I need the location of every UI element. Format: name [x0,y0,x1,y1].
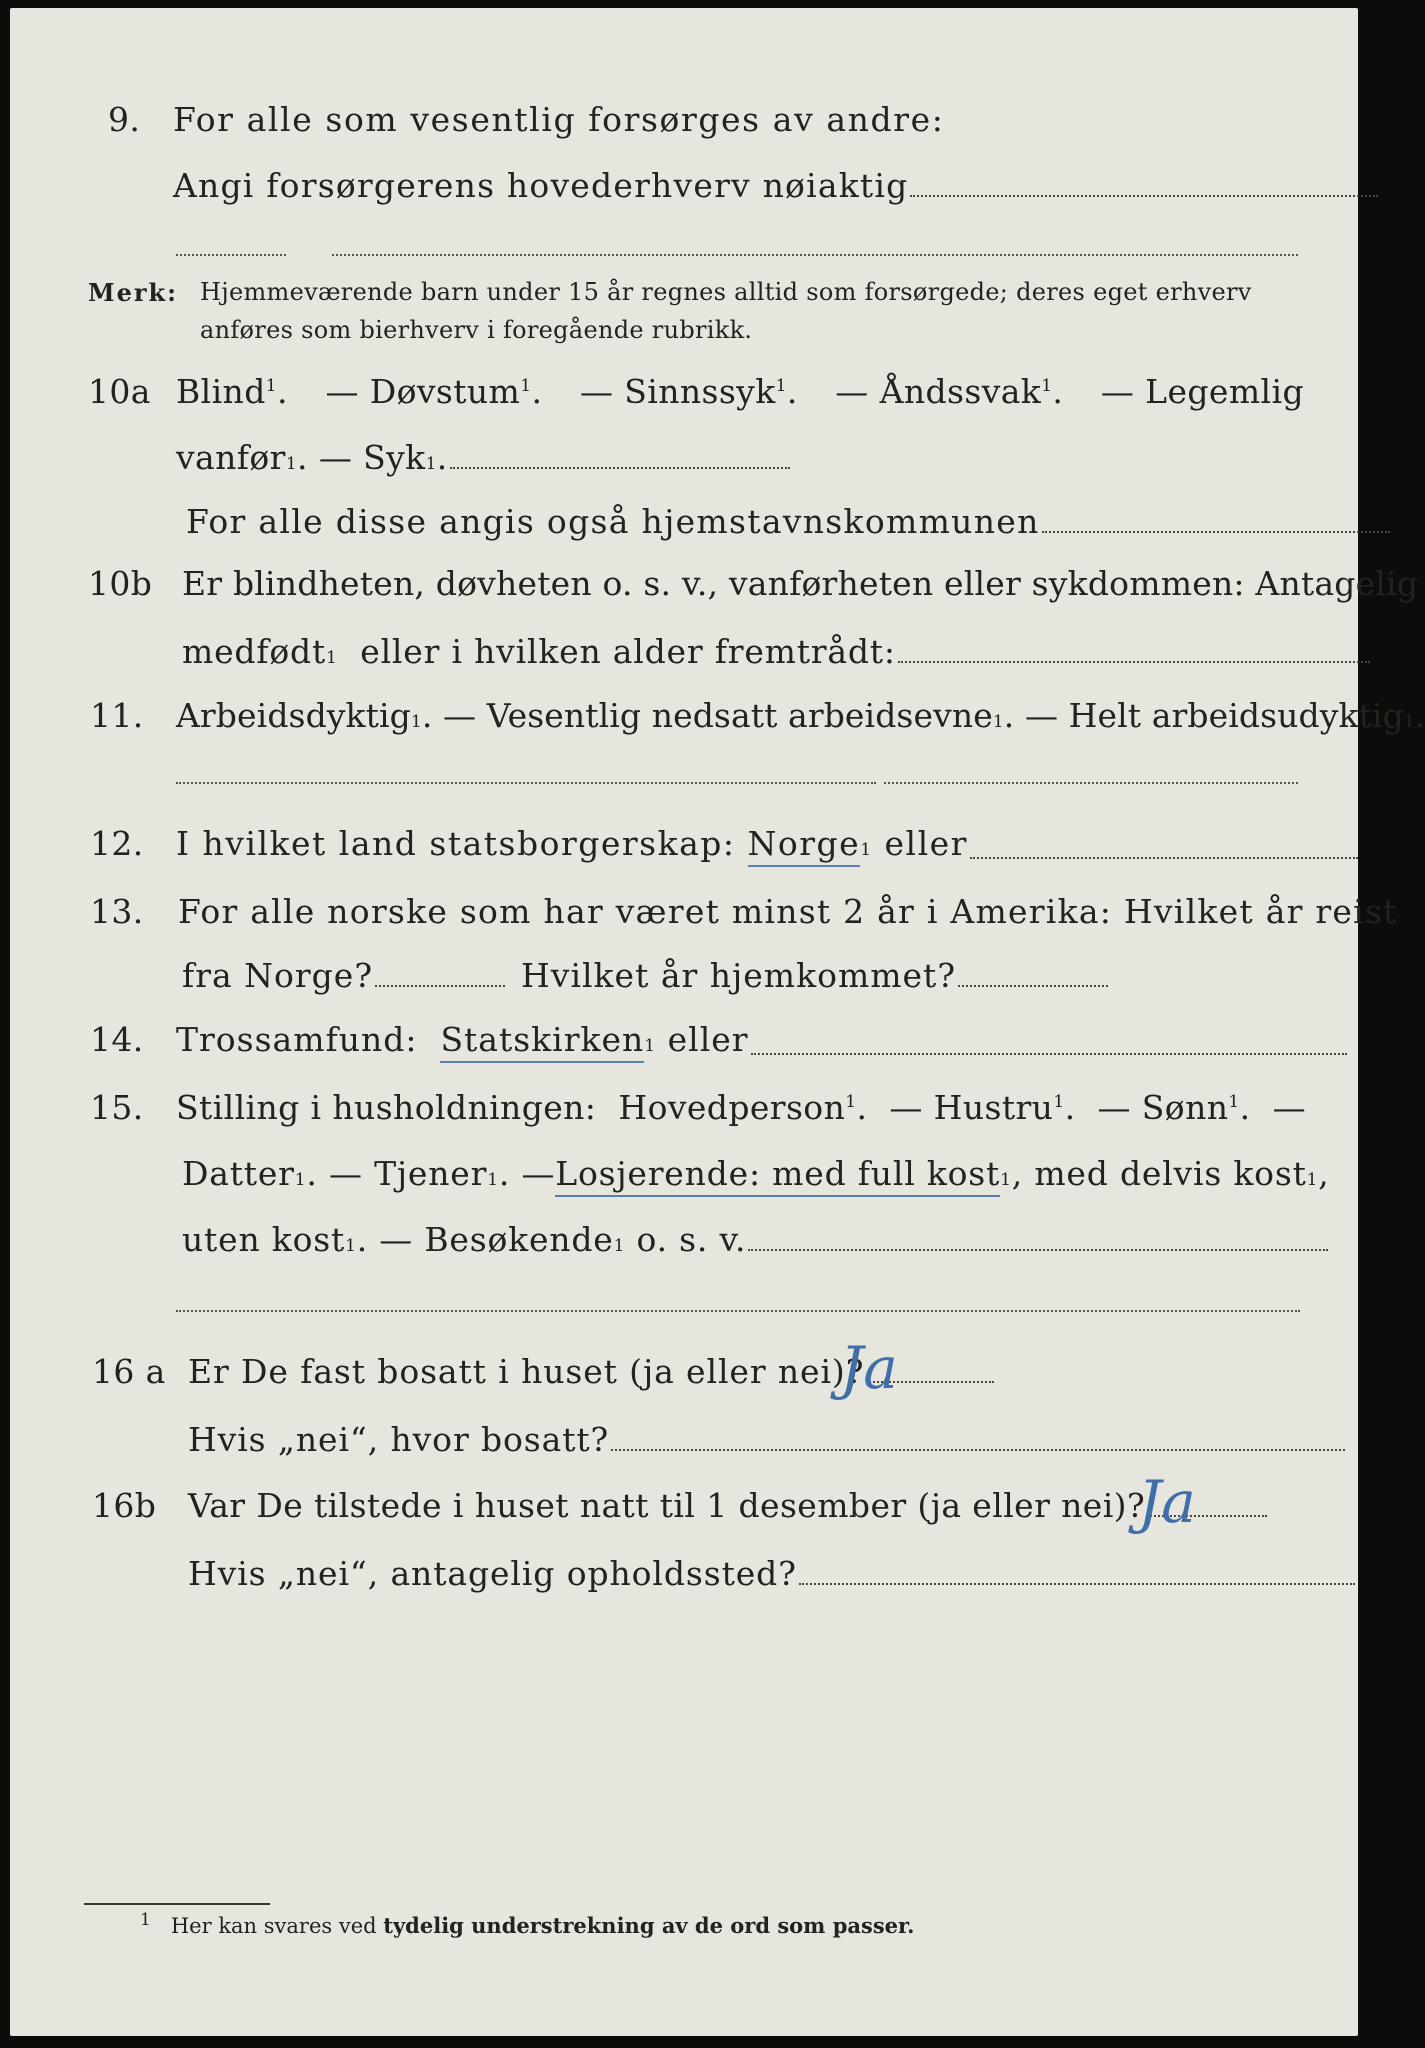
q15-line3: uten kost 1 . — Besøkende 1 o. s. v. [10,1220,1358,1272]
option-blind[interactable]: Blind [176,372,266,411]
q15-line2: Datter 1 . — Tjener 1 . — Losjerende: med full kost 1 , med delvis kost 1 , [10,1154,1358,1206]
q16a-number: 16 a [92,1352,166,1391]
option-medfodt[interactable]: medfødt [182,632,327,671]
q10a-number: 10a [88,372,151,411]
option-tjener[interactable]: — Tjener [328,1154,488,1193]
merk-text: Hjemmeværende barn under 15 år regnes alltid som forsørgede; deres eget erhverv [200,278,1252,306]
q16b-question: Var De tilstede i huset natt til 1 desember (ja eller nei)? [188,1486,1146,1525]
q11-number: 11. [90,696,144,735]
q13-hjemkommet-field[interactable] [958,983,1108,987]
q16b-number: 16b [92,1486,157,1525]
q13-question: For alle norske som har været minst 2 år i Amerika: Hvilket år reist [178,892,1398,931]
option-legemlig[interactable]: — Legemlig [1100,372,1304,411]
option-helt-arbeidsudyktig[interactable]: — Helt arbeidsudyktig [1024,696,1404,735]
merk-label: Merk: [88,278,178,307]
q16b-line2 [10,1554,1358,1606]
q13-reist-prompt: fra Norge? [182,956,374,995]
footnote-rule [84,1903,270,1905]
q14-answer-field[interactable] [751,1051,1347,1055]
q15-osv: o. s. v. [636,1220,747,1259]
q12-line: 12. I hvilket land statsborgerskap: Norge 1 eller [10,824,1358,876]
q10a-answer-field[interactable] [450,465,790,469]
q12-prompt: I hvilket land statsborgerskap: [176,824,736,863]
option-besokende[interactable]: — Besøkende [379,1220,614,1259]
option-losjerende-full-kost-underlined[interactable]: Losjerende: med full kost [555,1154,1000,1197]
option-uten-kost[interactable]: uten kost [182,1220,346,1259]
q16a-handwritten-answer: Ja [840,1334,898,1402]
option-datter[interactable]: Datter [182,1154,295,1193]
q11-line: 11. Arbeidsdyktig 1 . — Vesentlig nedsatt arbeidsevne 1 . — Helt arbeidsudyktig 1 . [90,696,1425,735]
option-norge-underlined[interactable]: Norge [748,824,861,867]
q15-prompt: Stilling i husholdningen: [176,1088,597,1127]
option-delvis-kost[interactable]: , med delvis kost [1011,1154,1307,1193]
q9-line2 [10,166,1358,218]
option-sinnssyk[interactable]: — Sinnssyk [579,372,776,411]
q10a-line2: vanfør 1 . — Syk 1 . [10,438,1358,490]
option-vanfor[interactable]: vanfør [176,438,286,477]
q14-number: 14. [90,1020,144,1059]
q10b-alder-prompt: eller i hvilken alder fremtrådt: [360,632,896,671]
hjemstavn-answer-field[interactable] [1042,529,1390,533]
q13-line2 [10,956,1358,1008]
q15-answer-field[interactable] [748,1247,1328,1251]
q9-question: For alle som vesentlig forsørges av andre: [173,100,945,139]
q16b-opholdssted-field[interactable] [799,1581,1355,1585]
q16a-question: Er De fast bosatt i huset (ja eller nei)? [188,1352,865,1391]
q13-reist-field[interactable] [375,983,505,987]
option-syk[interactable]: — Syk [318,438,426,477]
footnote-mark: 1 [140,1910,151,1930]
answer-rule [176,782,876,784]
footnote [140,1910,915,1938]
option-statskirken-underlined[interactable]: Statskirken [440,1020,644,1063]
q14-line: 14. Trossamfund: Statskirken 1 eller [10,1020,1358,1072]
q16b-handwritten-answer: Ja [1138,1468,1196,1536]
q15-number: 15. [90,1088,144,1127]
q9-answer-field[interactable] [910,193,1378,197]
q15-dash2: — [521,1154,556,1193]
option-hustru[interactable]: — Hustru [889,1088,1054,1127]
q10a-hjemstavn-prompt: For alle disse angis også hjemstavnskommunen [186,502,1040,541]
answer-rule [332,254,1298,256]
footnote-text: Her kan svares ved [170,1914,377,1938]
option-sonn[interactable]: — Sønn [1097,1088,1229,1127]
q10b-number: 10b [88,564,153,603]
answer-rule [176,254,286,256]
q13-hjemkommet-prompt: Hvilket år hjemkommet? [521,956,957,995]
option-arbeidsdyktig[interactable]: Arbeidsdyktig [176,696,411,735]
answer-rule [884,782,1298,784]
q16a-bosatt-field[interactable] [611,1447,1345,1451]
q13-number: 13. [90,892,144,931]
merk-line1 [88,278,1252,307]
q12-number: 12. [90,824,144,863]
q16b-opholdssted-prompt: Hvis „nei“, antagelig opholdssted? [188,1554,797,1593]
q16a-line1 [10,1352,1358,1404]
answer-rule [176,1310,1300,1312]
option-andssvak[interactable]: — Åndssvak [835,372,1042,411]
q15-dash: — [1272,1088,1306,1127]
q13-line1 [10,892,1398,944]
q15-line1: 15. Stilling i husholdningen: Hovedperson$^1$. — Hustru$^1$. — Sønn$^1$. — [90,1088,1306,1127]
q10b-answer-field[interactable] [898,659,1370,663]
option-hovedperson[interactable]: Hovedperson [618,1088,846,1127]
q10b-line1 [10,564,1419,616]
q9-number: 9. [108,100,141,139]
q14-prompt: Trossamfund: [176,1020,418,1059]
q16a-line2 [10,1420,1358,1472]
q16a-bosatt-prompt: Hvis „nei“, hvor bosatt? [188,1420,610,1459]
q10a-line3 [10,502,1358,554]
q12-answer-field[interactable] [970,855,1358,859]
option-nedsatt-arbeidsevne[interactable]: — Vesentlig nedsatt arbeidsevne [443,696,993,735]
footnote-bold-text: tydelig understrekning av de ord som passer. [383,1913,915,1938]
merk-line2: anføres som bierhverv i foregående rubrikk. [200,316,753,344]
census-form-page [10,8,1425,2036]
q14-eller: eller [667,1020,749,1059]
q9-prompt: Angi forsørgerens hovederhverv nøiaktig [173,166,909,205]
option-dovstum[interactable]: — Døvstum [325,372,521,411]
q10b-question: Er blindheten, døvheten o. s. v., vanførheten eller sykdommen: Antagelig [182,564,1419,603]
q12-eller: eller [884,824,968,863]
q10a-line1: 10a Blind$^1$. — Døvstum$^1$. — Sinnssyk$^1$. — Åndssvak$^1$. — Legemlig [88,372,1304,411]
q10b-line2: medfødt 1 eller i hvilken alder fremtrådt: [10,632,1358,684]
q9-line1 [10,100,1358,152]
